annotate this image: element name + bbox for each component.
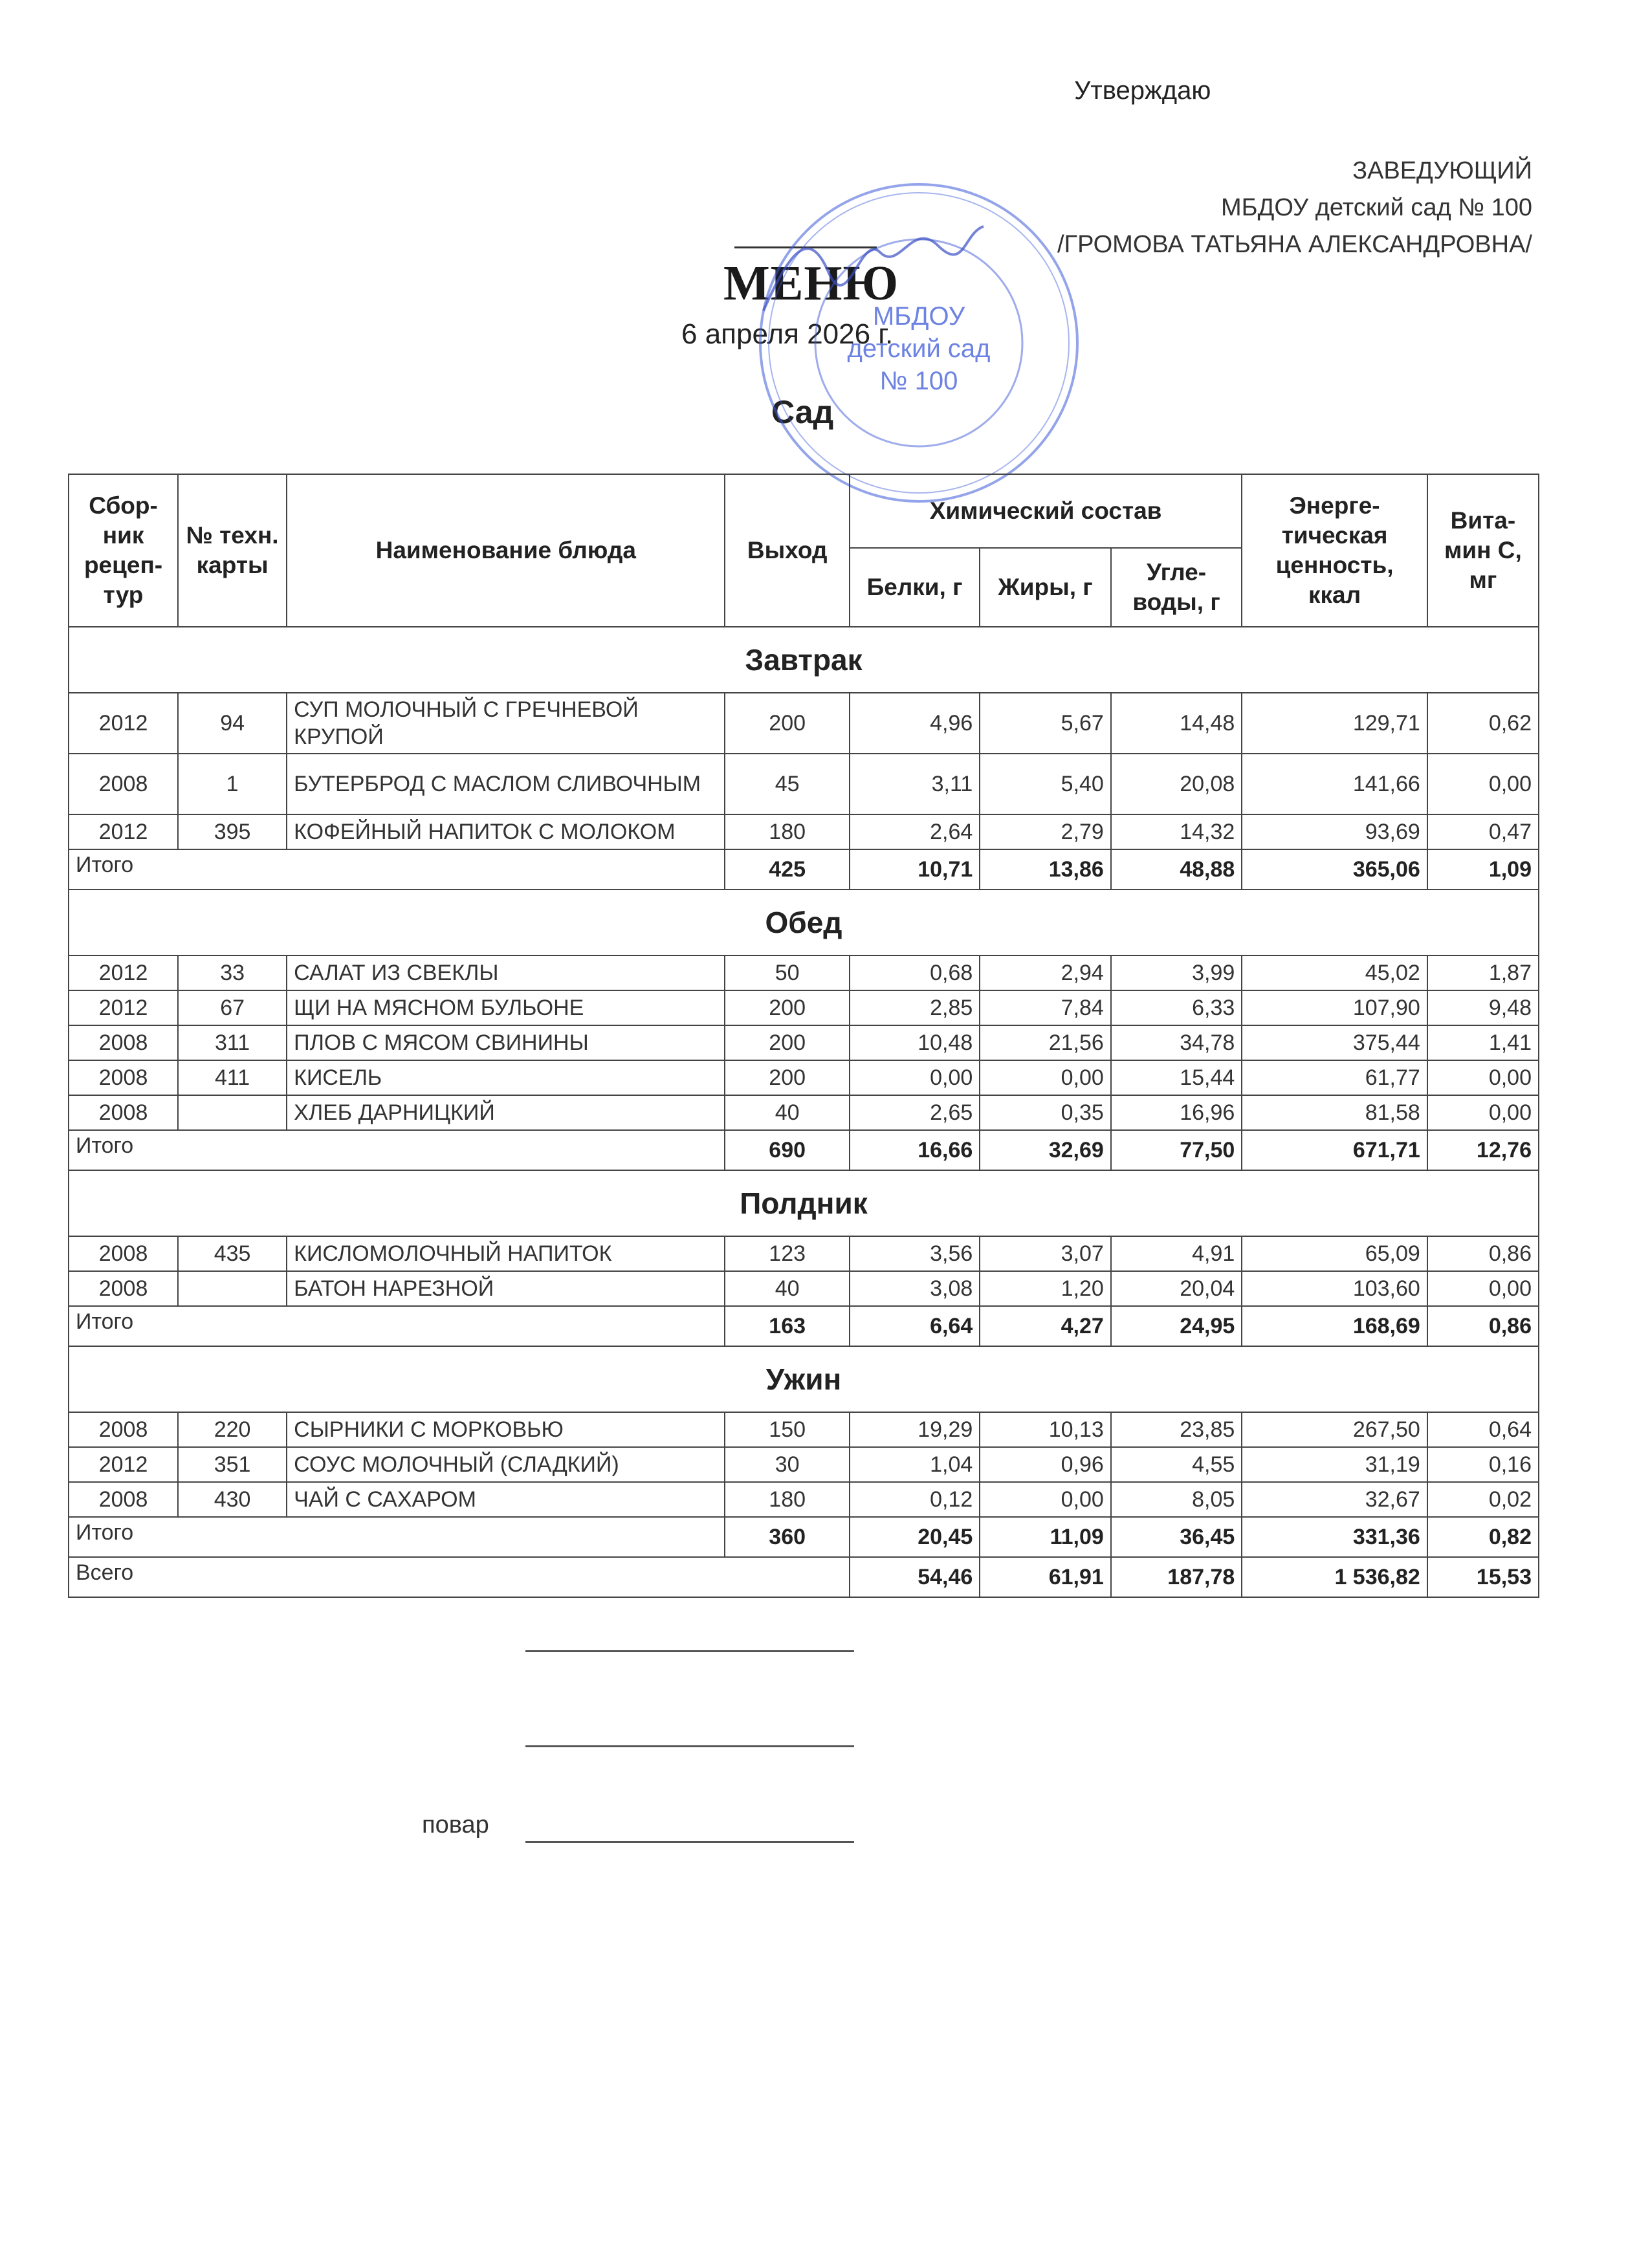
signature-scribble [764, 226, 984, 311]
carbs-cell: 23,85 [1111, 1412, 1242, 1447]
yield-cell: 150 [725, 1412, 849, 1447]
yield-cell: 200 [725, 990, 849, 1025]
yield-cell: 40 [725, 1271, 849, 1306]
card-number-cell: 94 [178, 693, 287, 754]
protein-cell: 2,85 [850, 990, 980, 1025]
approval-label: Утверждаю [1074, 76, 1211, 105]
card-number-cell: 435 [178, 1236, 287, 1271]
card-number-cell: 311 [178, 1025, 287, 1060]
total-carbs-cell: 48,88 [1111, 849, 1242, 889]
total-fat-cell: 13,86 [980, 849, 1110, 889]
col-header-collection: Сбор-ник рецеп-тур [69, 474, 178, 627]
protein-cell: 0,12 [850, 1482, 980, 1517]
vitc-cell: 0,00 [1427, 1060, 1539, 1095]
menu-date: 6 апреля 2026 г. [681, 318, 894, 350]
section-row [69, 627, 1539, 693]
table-row [69, 1271, 1539, 1306]
dish-name-cell: КИСЛОМОЛОЧНЫЙ НАПИТОК [287, 1236, 725, 1271]
col-header-fat: Жиры, г [980, 548, 1110, 627]
fat-cell: 7,84 [980, 990, 1110, 1025]
fat-cell: 5,67 [980, 693, 1110, 754]
table-row [69, 1482, 1539, 1517]
energy-cell: 93,69 [1242, 814, 1427, 849]
stamp-text-2: детский сад [847, 334, 991, 363]
dish-name-cell: СОУС МОЛОЧНЫЙ (СЛАДКИЙ) [287, 1447, 725, 1482]
total-fat-cell: 32,69 [980, 1130, 1110, 1170]
card-number-cell: 411 [178, 1060, 287, 1095]
collection-cell: 2008 [69, 1095, 178, 1130]
card-number-cell [178, 1095, 287, 1130]
section-row [69, 889, 1539, 955]
section-title: Обед [69, 889, 1539, 955]
energy-cell: 267,50 [1242, 1412, 1427, 1447]
section-row [69, 1346, 1539, 1412]
col-header-carbs: Угле-воды, г [1111, 548, 1242, 627]
protein-cell: 3,08 [850, 1271, 980, 1306]
yield-cell: 200 [725, 693, 849, 754]
vitc-cell: 1,41 [1427, 1025, 1539, 1060]
card-number-cell [178, 1271, 287, 1306]
vitc-cell: 0,64 [1427, 1412, 1539, 1447]
total-vitc-cell: 1,09 [1427, 849, 1539, 889]
document-title: МЕНЮ [723, 256, 899, 311]
vitc-cell: 9,48 [1427, 990, 1539, 1025]
card-number-cell: 33 [178, 955, 287, 990]
table-row [69, 1025, 1539, 1060]
vitc-cell: 0,16 [1427, 1447, 1539, 1482]
total-vitc-cell: 12,76 [1427, 1130, 1539, 1170]
total-energy-cell: 365,06 [1242, 849, 1427, 889]
total-yield-cell: 690 [725, 1130, 849, 1170]
vitc-cell: 0,00 [1427, 754, 1539, 814]
card-number-cell: 395 [178, 814, 287, 849]
total-label: Итого [69, 1130, 725, 1170]
carbs-cell: 20,04 [1111, 1271, 1242, 1306]
stamp-text-3: № 100 [879, 367, 958, 395]
section-total-row [69, 1306, 1539, 1346]
table-row [69, 1412, 1539, 1447]
yield-cell: 200 [725, 1025, 849, 1060]
energy-cell: 45,02 [1242, 955, 1427, 990]
dish-name-cell: СУП МОЛОЧНЫЙ С ГРЕЧНЕВОЙ КРУПОЙ [287, 693, 725, 754]
protein-cell: 1,04 [850, 1447, 980, 1482]
section-title: Полдник [69, 1170, 1539, 1236]
organization-name: МБДОУ детский сад № 100 [1221, 194, 1532, 221]
collection-cell: 2012 [69, 693, 178, 754]
protein-cell: 3,56 [850, 1236, 980, 1271]
energy-cell: 375,44 [1242, 1025, 1427, 1060]
fat-cell: 3,07 [980, 1236, 1110, 1271]
card-number-cell: 351 [178, 1447, 287, 1482]
approver-position: ЗАВЕДУЮЩИЙ [1352, 157, 1532, 184]
dish-name-cell: КИСЕЛЬ [287, 1060, 725, 1095]
vitc-cell: 0,47 [1427, 814, 1539, 849]
section-total-row [69, 1130, 1539, 1170]
approver-name: /ГРОМОВА ТАТЬЯНА АЛЕКСАНДРОВНА/ [1057, 231, 1532, 258]
total-vitc-cell: 0,86 [1427, 1306, 1539, 1346]
col-header-energy: Энерге-тическая ценность, ккал [1242, 474, 1427, 627]
total-protein-cell: 20,45 [850, 1517, 980, 1557]
dish-name-cell: ЧАЙ С САХАРОМ [287, 1482, 725, 1517]
protein-cell: 2,64 [850, 814, 980, 849]
total-yield-cell: 163 [725, 1306, 849, 1346]
energy-cell: 129,71 [1242, 693, 1427, 754]
col-header-chemical: Химический состав [850, 474, 1242, 548]
table-row [69, 814, 1539, 849]
section-total-row [69, 1517, 1539, 1557]
col-header-protein: Белки, г [850, 548, 980, 627]
yield-cell: 45 [725, 754, 849, 814]
total-label: Итого [69, 1517, 725, 1557]
grand-total-row [69, 1557, 1539, 1597]
col-header-vitamin-c: Вита-мин С, мг [1427, 474, 1539, 627]
yield-cell: 50 [725, 955, 849, 990]
yield-cell: 40 [725, 1095, 849, 1130]
yield-cell: 123 [725, 1236, 849, 1271]
energy-cell: 141,66 [1242, 754, 1427, 814]
fat-cell: 10,13 [980, 1412, 1110, 1447]
section-title: Завтрак [69, 627, 1539, 693]
fat-cell: 2,94 [980, 955, 1110, 990]
collection-cell: 2012 [69, 955, 178, 990]
carbs-cell: 6,33 [1111, 990, 1242, 1025]
fat-cell: 0,00 [980, 1060, 1110, 1095]
energy-cell: 31,19 [1242, 1447, 1427, 1482]
total-yield-cell: 360 [725, 1517, 849, 1557]
energy-cell: 61,77 [1242, 1060, 1427, 1095]
total-protein-cell: 6,64 [850, 1306, 980, 1346]
protein-cell: 0,68 [850, 955, 980, 990]
table-row [69, 1447, 1539, 1482]
card-number-cell: 67 [178, 990, 287, 1025]
grand-total-carbs-cell: 187,78 [1111, 1557, 1242, 1597]
total-energy-cell: 168,69 [1242, 1306, 1427, 1346]
carbs-cell: 4,91 [1111, 1236, 1242, 1271]
grand-total-label: Всего [69, 1557, 850, 1597]
carbs-cell: 16,96 [1111, 1095, 1242, 1130]
table-row [69, 990, 1539, 1025]
yield-cell: 200 [725, 1060, 849, 1095]
dish-name-cell: САЛАТ ИЗ СВЕКЛЫ [287, 955, 725, 990]
total-vitc-cell: 0,82 [1427, 1517, 1539, 1557]
menu-table [68, 474, 1539, 1598]
carbs-cell: 8,05 [1111, 1482, 1242, 1517]
table-row [69, 1236, 1539, 1271]
collection-cell: 2008 [69, 1482, 178, 1517]
carbs-cell: 14,32 [1111, 814, 1242, 849]
total-yield-cell: 425 [725, 849, 849, 889]
col-header-card: № техн. карты [178, 474, 287, 627]
collection-cell: 2008 [69, 1271, 178, 1306]
dish-name-cell: СЫРНИКИ С МОРКОВЬЮ [287, 1412, 725, 1447]
col-header-yield: Выход [725, 474, 849, 627]
section-total-row [69, 849, 1539, 889]
fat-cell: 5,40 [980, 754, 1110, 814]
yield-cell: 180 [725, 814, 849, 849]
collection-cell: 2012 [69, 814, 178, 849]
section-row [69, 1170, 1539, 1236]
vitc-cell: 1,87 [1427, 955, 1539, 990]
carbs-cell: 15,44 [1111, 1060, 1242, 1095]
fat-cell: 0,96 [980, 1447, 1110, 1482]
grand-total-protein-cell: 54,46 [850, 1557, 980, 1597]
total-protein-cell: 10,71 [850, 849, 980, 889]
stamp-text-1: МБДОУ [872, 302, 965, 331]
total-fat-cell: 4,27 [980, 1306, 1110, 1346]
section-title: Ужин [69, 1346, 1539, 1412]
total-fat-cell: 11,09 [980, 1517, 1110, 1557]
vitc-cell: 0,62 [1427, 693, 1539, 754]
col-header-dish: Наименование блюда [287, 474, 725, 627]
collection-cell: 2008 [69, 1236, 178, 1271]
total-carbs-cell: 77,50 [1111, 1130, 1242, 1170]
cook-label: повар [422, 1811, 489, 1838]
energy-cell: 32,67 [1242, 1482, 1427, 1517]
fat-cell: 2,79 [980, 814, 1110, 849]
vitc-cell: 0,02 [1427, 1482, 1539, 1517]
protein-cell: 0,00 [850, 1060, 980, 1095]
yield-cell: 30 [725, 1447, 849, 1482]
energy-cell: 65,09 [1242, 1236, 1427, 1271]
fat-cell: 21,56 [980, 1025, 1110, 1060]
menu-table-body [69, 627, 1539, 1597]
carbs-cell: 14,48 [1111, 693, 1242, 754]
collection-cell: 2012 [69, 1447, 178, 1482]
energy-cell: 103,60 [1242, 1271, 1427, 1306]
vitc-cell: 0,00 [1427, 1271, 1539, 1306]
official-stamp-icon [751, 175, 1087, 511]
signature-line-1 [525, 1650, 854, 1652]
carbs-cell: 20,08 [1111, 754, 1242, 814]
card-number-cell: 430 [178, 1482, 287, 1517]
collection-cell: 2008 [69, 1025, 178, 1060]
total-carbs-cell: 36,45 [1111, 1517, 1242, 1557]
table-row [69, 1095, 1539, 1130]
collection-cell: 2008 [69, 1060, 178, 1095]
protein-cell: 2,65 [850, 1095, 980, 1130]
dish-name-cell: ЩИ НА МЯСНОМ БУЛЬОНЕ [287, 990, 725, 1025]
collection-cell: 2012 [69, 990, 178, 1025]
total-protein-cell: 16,66 [850, 1130, 980, 1170]
protein-cell: 19,29 [850, 1412, 980, 1447]
yield-cell: 180 [725, 1482, 849, 1517]
fat-cell: 0,35 [980, 1095, 1110, 1130]
fat-cell: 1,20 [980, 1271, 1110, 1306]
energy-cell: 107,90 [1242, 990, 1427, 1025]
grand-total-vitc-cell: 15,53 [1427, 1557, 1539, 1597]
carbs-cell: 3,99 [1111, 955, 1242, 990]
carbs-cell: 4,55 [1111, 1447, 1242, 1482]
menu-location: Сад [771, 394, 834, 430]
table-row [69, 693, 1539, 754]
table-row [69, 1060, 1539, 1095]
protein-cell: 4,96 [850, 693, 980, 754]
total-carbs-cell: 24,95 [1111, 1306, 1242, 1346]
signature-line-2 [525, 1745, 854, 1747]
table-row [69, 754, 1539, 814]
dish-name-cell: ХЛЕБ ДАРНИЦКИЙ [287, 1095, 725, 1130]
dish-name-cell: БУТЕРБРОД С МАСЛОМ СЛИВОЧНЫМ [287, 754, 725, 814]
grand-total-fat-cell: 61,91 [980, 1557, 1110, 1597]
card-number-cell: 1 [178, 754, 287, 814]
total-label: Итого [69, 849, 725, 889]
collection-cell: 2008 [69, 1412, 178, 1447]
total-label: Итого [69, 1306, 725, 1346]
dish-name-cell: КОФЕЙНЫЙ НАПИТОК С МОЛОКОМ [287, 814, 725, 849]
collection-cell: 2008 [69, 754, 178, 814]
total-energy-cell: 671,71 [1242, 1130, 1427, 1170]
protein-cell: 10,48 [850, 1025, 980, 1060]
table-row [69, 955, 1539, 990]
protein-cell: 3,11 [850, 754, 980, 814]
vitc-cell: 0,86 [1427, 1236, 1539, 1271]
grand-total-energy-cell: 1 536,82 [1242, 1557, 1427, 1597]
energy-cell: 81,58 [1242, 1095, 1427, 1130]
cook-signature-line [525, 1841, 854, 1843]
total-energy-cell: 331,36 [1242, 1517, 1427, 1557]
dish-name-cell: ПЛОВ С МЯСОМ СВИНИНЫ [287, 1025, 725, 1060]
vitc-cell: 0,00 [1427, 1095, 1539, 1130]
fat-cell: 0,00 [980, 1482, 1110, 1517]
card-number-cell: 220 [178, 1412, 287, 1447]
dish-name-cell: БАТОН НАРЕЗНОЙ [287, 1271, 725, 1306]
carbs-cell: 34,78 [1111, 1025, 1242, 1060]
